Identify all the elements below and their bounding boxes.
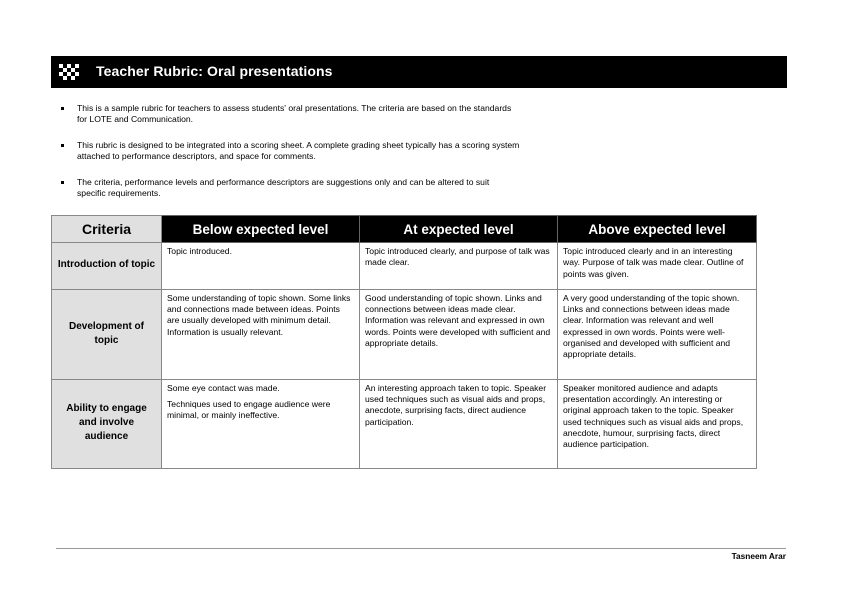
footer-author: Tasneem Arar <box>731 551 786 561</box>
checkered-logo-icon <box>59 64 79 80</box>
criterion-label: Ability to engage and involve audience <box>52 379 162 468</box>
descriptor-text: Some eye contact was made. <box>167 382 280 393</box>
descriptor-cell <box>558 243 757 290</box>
descriptor-cell <box>162 289 360 379</box>
descriptor-cell <box>558 379 757 468</box>
table-row <box>52 379 757 468</box>
bullet-item: This is a sample rubric for teachers to assess students' oral presentations. The criteria are based on the standards for LOTE and Communication. <box>60 103 520 125</box>
descriptor-cell <box>558 289 757 379</box>
header-bar <box>51 56 787 88</box>
descriptor-text: A very good understanding of the topic shown. Links and connections between ideas made clear. Information was relevant and well expressed in own words. Points were well-organised and developed with sufficient and appropriate details. <box>563 292 740 360</box>
descriptor-text: Speaker monitored audience and adapts presentation accordingly. An interesting or original approach taken to the topic. Speaker used techniques such as visual aids and props, anecdote, humour, surprising facts, direct audience participation. <box>563 382 744 450</box>
column-header-below: Below expected level <box>162 216 360 243</box>
footer-divider <box>56 548 786 549</box>
descriptor-cell <box>162 243 360 290</box>
descriptor-cell <box>162 379 360 468</box>
table-header-row <box>52 216 757 243</box>
bullet-item: This rubric is designed to be integrated into a scoring sheet. A complete grading sheet typically has a scoring system attached to performance descriptors, and space for comments. <box>60 140 520 162</box>
descriptor-cell <box>360 379 558 468</box>
descriptor-text: An interesting approach taken to topic. Speaker used techniques such as visual aids and props, anecdote, surprising facts, direct audience participation. <box>365 382 547 427</box>
descriptor-cell <box>360 289 558 379</box>
table-row <box>52 243 757 290</box>
column-header-above: Above expected level <box>558 216 757 243</box>
descriptor-text: Techniques used to engage audience were minimal, or mainly ineffective. <box>167 399 331 421</box>
descriptor-text: Some understanding of topic shown. Some links and connections made between ideas. Points are usually developed with minimum detail. Information is usually relevant. <box>167 292 351 337</box>
table-row <box>52 289 757 379</box>
column-header-at: At expected level <box>360 216 558 243</box>
column-header-criteria: Criteria <box>52 216 162 243</box>
descriptor-text: Topic introduced clearly, and purpose of talk was made clear. <box>365 246 550 268</box>
bullet-item: The criteria, performance levels and performance descriptors are suggestions only and can be altered to suit specific requirements. <box>60 177 520 199</box>
descriptor-text: Topic introduced. <box>167 246 232 256</box>
descriptor-text: Good understanding of topic shown. Links and connections between ideas made clear. Information was relevant and expressed in own words. Points were developed with sufficient and appropriate details. <box>365 292 551 349</box>
rubric-table <box>51 215 757 469</box>
criterion-label: Development of topic <box>52 289 162 379</box>
descriptor-cell <box>360 243 558 290</box>
criterion-label: Introduction of topic <box>52 243 162 290</box>
page-title: Teacher Rubric: Oral presentations <box>96 63 333 79</box>
intro-bullet-list <box>60 103 520 214</box>
descriptor-text: Topic introduced clearly and in an interesting way. Purpose of talk was made clear. Outline of points was given. <box>563 246 744 279</box>
